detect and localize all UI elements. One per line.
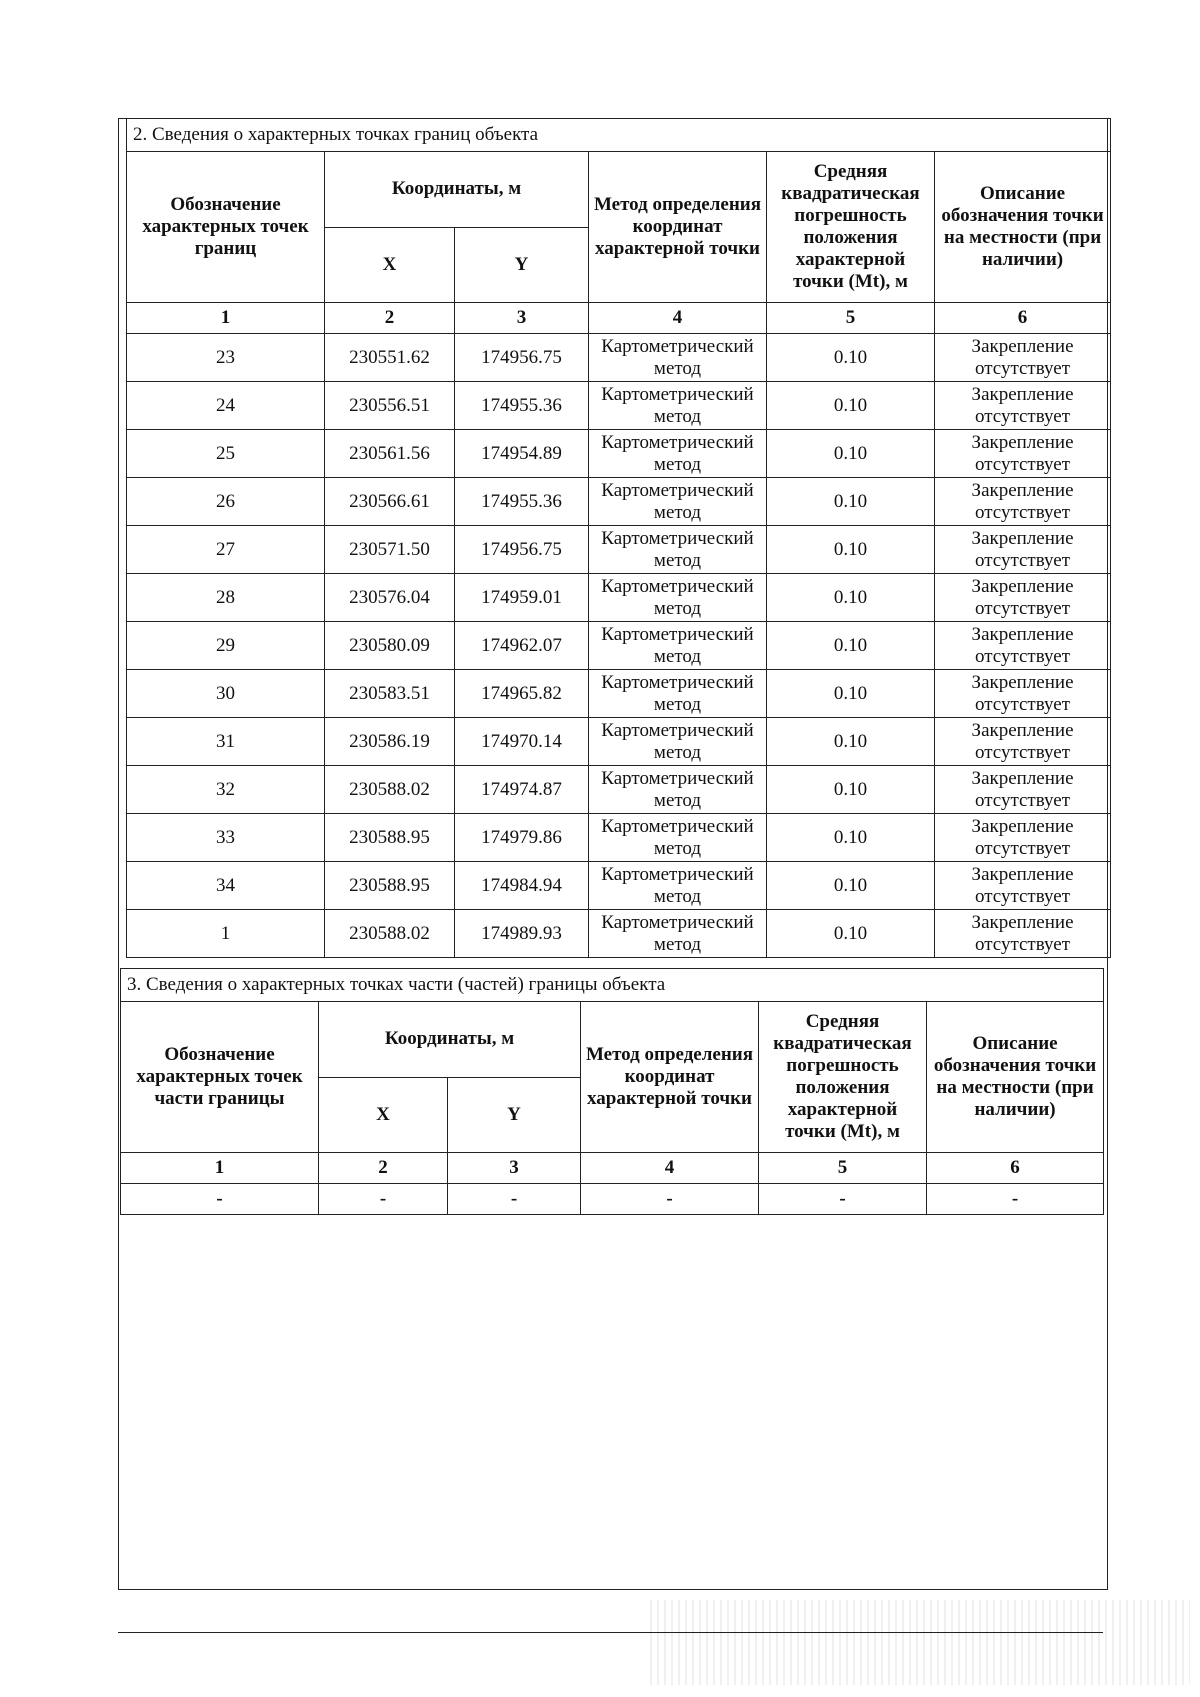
header-designation: Обозначение характерных точек границ [127, 152, 325, 303]
header-coordinates: Координаты, м [319, 1002, 581, 1078]
table-row [127, 526, 1111, 574]
y-coordinate-cell: 174984.94 [455, 862, 589, 910]
col-number: 3 [455, 303, 589, 334]
empty-cell: - [319, 1184, 448, 1215]
mt-cell: 0.10 [767, 526, 935, 574]
mt-cell: 0.10 [767, 478, 935, 526]
x-coordinate-cell: 230551.62 [325, 334, 455, 382]
section-2-title: 2. Сведения о характерных точках границ объекта [127, 119, 1111, 152]
header-description: Описание обозначения точки на местности (при наличии) [927, 1002, 1104, 1153]
header-method: Метод определения координат характерной точки [581, 1002, 759, 1153]
table-row [127, 814, 1111, 862]
description-cell: Закрепление отсутствует [935, 718, 1111, 766]
table-row [127, 670, 1111, 718]
description-cell: Закрепление отсутствует [935, 766, 1111, 814]
part-boundary-points-table [120, 968, 1104, 1215]
mt-cell: 0.10 [767, 766, 935, 814]
table-row [127, 718, 1111, 766]
method-cell: Картометрический метод [589, 622, 767, 670]
header-description: Описание обозначения точки на местности (при наличии) [935, 152, 1111, 303]
header-y: Y [455, 227, 589, 303]
table-row [127, 574, 1111, 622]
description-cell: Закрепление отсутствует [935, 814, 1111, 862]
column-numbers-row [127, 303, 1111, 334]
x-coordinate-cell: 230588.95 [325, 862, 455, 910]
table-row [127, 430, 1111, 478]
table-row [127, 766, 1111, 814]
x-coordinate-cell: 230566.61 [325, 478, 455, 526]
description-cell: Закрепление отсутствует [935, 910, 1111, 958]
x-coordinate-cell: 230586.19 [325, 718, 455, 766]
empty-cell: - [581, 1184, 759, 1215]
method-cell: Картометрический метод [589, 478, 767, 526]
section-3-title: 3. Сведения о характерных точках части (частей) границы объекта [121, 969, 1104, 1002]
method-cell: Картометрический метод [589, 382, 767, 430]
empty-cell: - [927, 1184, 1104, 1215]
col-number: 5 [767, 303, 935, 334]
point-id-cell: 24 [127, 382, 325, 430]
header-error: Средняя квадратическая погрешность положения характерной точки (Mt), м [767, 152, 935, 303]
point-id-cell: 1 [127, 910, 325, 958]
mt-cell: 0.10 [767, 670, 935, 718]
col-number: 3 [448, 1153, 581, 1184]
point-id-cell: 32 [127, 766, 325, 814]
table-row [127, 862, 1111, 910]
y-coordinate-cell: 174970.14 [455, 718, 589, 766]
header-designation: Обозначение характерных точек части границы [121, 1002, 319, 1153]
point-id-cell: 25 [127, 430, 325, 478]
description-cell: Закрепление отсутствует [935, 430, 1111, 478]
description-cell: Закрепление отсутствует [935, 478, 1111, 526]
point-id-cell: 28 [127, 574, 325, 622]
y-coordinate-cell: 174979.86 [455, 814, 589, 862]
col-number: 6 [927, 1153, 1104, 1184]
method-cell: Картометрический метод [589, 430, 767, 478]
mt-cell: 0.10 [767, 382, 935, 430]
description-cell: Закрепление отсутствует [935, 670, 1111, 718]
col-number: 1 [121, 1153, 319, 1184]
method-cell: Картометрический метод [589, 862, 767, 910]
mt-cell: 0.10 [767, 334, 935, 382]
y-coordinate-cell: 174955.36 [455, 478, 589, 526]
x-coordinate-cell: 230588.02 [325, 910, 455, 958]
col-number: 6 [935, 303, 1111, 334]
header-x: X [325, 227, 455, 303]
mt-cell: 0.10 [767, 574, 935, 622]
header-y: Y [448, 1077, 581, 1153]
description-cell: Закрепление отсутствует [935, 334, 1111, 382]
header-coordinates: Координаты, м [325, 152, 589, 228]
col-number: 2 [319, 1153, 448, 1184]
x-coordinate-cell: 230588.95 [325, 814, 455, 862]
description-cell: Закрепление отсутствует [935, 862, 1111, 910]
mt-cell: 0.10 [767, 862, 935, 910]
x-coordinate-cell: 230576.04 [325, 574, 455, 622]
empty-cell: - [759, 1184, 927, 1215]
y-coordinate-cell: 174956.75 [455, 526, 589, 574]
method-cell: Картометрический метод [589, 526, 767, 574]
method-cell: Картометрический метод [589, 766, 767, 814]
method-cell: Картометрический метод [589, 718, 767, 766]
header-method: Метод определения координат характерной точки [589, 152, 767, 303]
x-coordinate-cell: 230571.50 [325, 526, 455, 574]
col-number: 2 [325, 303, 455, 334]
table-row [127, 478, 1111, 526]
x-coordinate-cell: 230580.09 [325, 622, 455, 670]
empty-cell: - [448, 1184, 581, 1215]
table-row-empty [121, 1184, 1104, 1215]
method-cell: Картометрический метод [589, 814, 767, 862]
column-numbers-row [121, 1153, 1104, 1184]
table-row [127, 622, 1111, 670]
mt-cell: 0.10 [767, 430, 935, 478]
mt-cell: 0.10 [767, 718, 935, 766]
description-cell: Закрепление отсутствует [935, 526, 1111, 574]
method-cell: Картометрический метод [589, 574, 767, 622]
mt-cell: 0.10 [767, 910, 935, 958]
y-coordinate-cell: 174955.36 [455, 382, 589, 430]
x-coordinate-cell: 230588.02 [325, 766, 455, 814]
header-error: Средняя квадратическая погрешность положения характерной точки (Mt), м [759, 1002, 927, 1153]
header-x: X [319, 1077, 448, 1153]
boundary-points-table [126, 118, 1111, 958]
y-coordinate-cell: 174959.01 [455, 574, 589, 622]
method-cell: Картометрический метод [589, 910, 767, 958]
point-id-cell: 33 [127, 814, 325, 862]
y-coordinate-cell: 174989.93 [455, 910, 589, 958]
col-number: 1 [127, 303, 325, 334]
point-id-cell: 29 [127, 622, 325, 670]
x-coordinate-cell: 230561.56 [325, 430, 455, 478]
point-id-cell: 34 [127, 862, 325, 910]
method-cell: Картометрический метод [589, 670, 767, 718]
description-cell: Закрепление отсутствует [935, 622, 1111, 670]
point-id-cell: 26 [127, 478, 325, 526]
y-coordinate-cell: 174962.07 [455, 622, 589, 670]
point-id-cell: 27 [127, 526, 325, 574]
table-row [127, 382, 1111, 430]
description-cell: Закрепление отсутствует [935, 574, 1111, 622]
point-id-cell: 31 [127, 718, 325, 766]
empty-cell: - [121, 1184, 319, 1215]
point-id-cell: 23 [127, 334, 325, 382]
y-coordinate-cell: 174965.82 [455, 670, 589, 718]
table-row [127, 910, 1111, 958]
x-coordinate-cell: 230583.51 [325, 670, 455, 718]
description-cell: Закрепление отсутствует [935, 382, 1111, 430]
col-number: 4 [589, 303, 767, 334]
y-coordinate-cell: 174974.87 [455, 766, 589, 814]
boundary-points-body [127, 334, 1111, 958]
col-number: 5 [759, 1153, 927, 1184]
y-coordinate-cell: 174956.75 [455, 334, 589, 382]
mt-cell: 0.10 [767, 814, 935, 862]
x-coordinate-cell: 230556.51 [325, 382, 455, 430]
table-row [127, 334, 1111, 382]
y-coordinate-cell: 174954.89 [455, 430, 589, 478]
scan-noise [650, 1600, 1190, 1685]
point-id-cell: 30 [127, 670, 325, 718]
mt-cell: 0.10 [767, 622, 935, 670]
col-number: 4 [581, 1153, 759, 1184]
method-cell: Картометрический метод [589, 334, 767, 382]
